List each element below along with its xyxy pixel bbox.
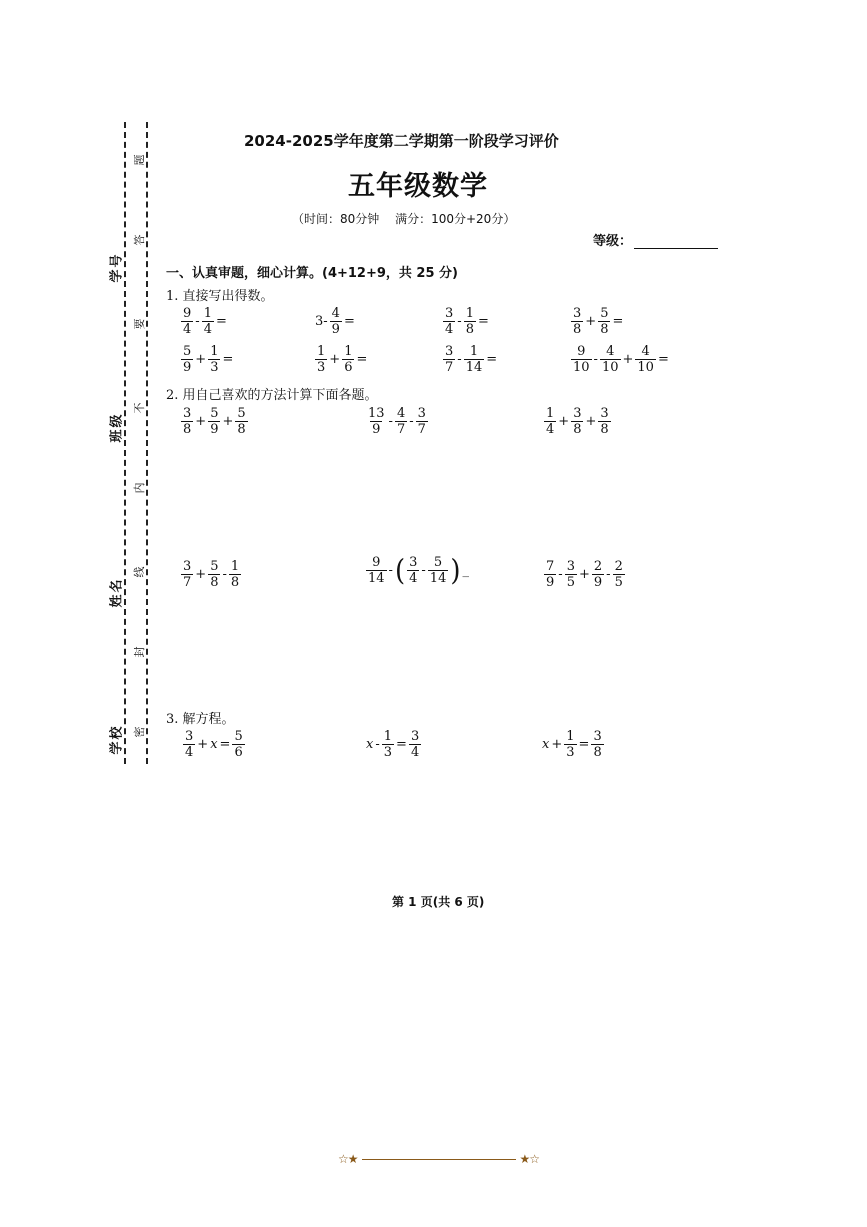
- parenthesis: (: [394, 554, 406, 587]
- denominator: 8: [600, 322, 609, 337]
- q2-label: 2. 用自己喜欢的方法计算下面各题。: [166, 388, 378, 403]
- operator: -: [457, 314, 462, 329]
- fraction: [366, 556, 387, 585]
- denominator: 3: [210, 360, 219, 375]
- operator: -: [388, 414, 393, 429]
- fraction: [428, 556, 449, 585]
- fraction: [464, 345, 485, 374]
- q1-item: [314, 307, 356, 336]
- q1-item: [570, 307, 624, 336]
- operator: =: [657, 352, 669, 367]
- fraction: [407, 556, 419, 585]
- fraction: [635, 345, 656, 374]
- fraction: [181, 345, 193, 374]
- name-label: 姓名: [109, 577, 125, 608]
- numerator: 4: [641, 344, 650, 359]
- numerator: 2: [593, 559, 603, 574]
- operator: =: [477, 314, 489, 329]
- operator: +: [585, 314, 597, 329]
- fraction: [208, 407, 220, 436]
- numerator: 3: [445, 306, 454, 321]
- denominator: 10: [601, 360, 619, 375]
- fraction: [229, 560, 241, 589]
- fraction: [342, 345, 354, 374]
- denominator: 4: [183, 322, 192, 337]
- fraction: [544, 407, 556, 436]
- operator: -: [222, 567, 227, 582]
- class-label: 班级: [109, 412, 125, 443]
- operator: -: [388, 563, 393, 578]
- numerator: 4: [396, 406, 406, 421]
- numerator: 9: [372, 555, 381, 570]
- fraction: [598, 407, 610, 436]
- numerator: 3: [573, 306, 582, 321]
- numerator: 3: [445, 344, 454, 359]
- fraction: [181, 560, 193, 589]
- denominator: 8: [230, 575, 240, 590]
- numerator: 2: [614, 559, 623, 574]
- numerator: 3: [573, 406, 582, 421]
- grade-label: 等级：: [593, 234, 633, 249]
- operator: =: [486, 352, 498, 367]
- denominator: 10: [573, 360, 590, 375]
- numerator: 3: [410, 729, 420, 744]
- operator: -: [195, 314, 200, 329]
- operator: +: [197, 737, 209, 752]
- q3-label: 3. 解方程。: [166, 712, 235, 727]
- numerator: 1: [317, 344, 326, 359]
- fraction: [565, 560, 577, 589]
- denominator: 9: [372, 422, 381, 437]
- operator: -: [409, 414, 414, 429]
- seal-char: 答: [133, 234, 146, 246]
- q2-item: [543, 407, 612, 436]
- operator: +: [329, 352, 341, 367]
- numerator: 5: [210, 406, 219, 421]
- grade-field: [593, 230, 718, 249]
- numerator: 5: [237, 406, 246, 421]
- fraction: [571, 345, 592, 374]
- denominator: 8: [237, 422, 246, 437]
- denominator: 8: [465, 322, 474, 337]
- numerator: 3: [409, 555, 418, 570]
- operator: +: [558, 414, 570, 429]
- operator: +: [551, 737, 563, 752]
- operator: +: [585, 414, 597, 429]
- denominator: 7: [417, 422, 426, 437]
- denominator: 4: [409, 571, 418, 586]
- q1-item: [570, 345, 670, 374]
- fraction: [591, 730, 603, 759]
- operator: =: [215, 314, 227, 329]
- operator: -: [421, 563, 426, 578]
- numerator: 13: [368, 406, 385, 421]
- fraction: [315, 345, 327, 374]
- denominator: 9: [210, 422, 219, 437]
- seal-char: 内: [133, 482, 146, 494]
- numerator: 3: [417, 406, 426, 421]
- fraction: [464, 307, 476, 336]
- operator: 3-: [315, 314, 328, 329]
- operator: -: [606, 567, 611, 582]
- numerator: 5: [234, 729, 243, 744]
- numerator: 9: [183, 306, 192, 321]
- operator: +: [195, 352, 207, 367]
- numerator: 3: [600, 406, 609, 421]
- numerator: 5: [210, 559, 219, 574]
- denominator: 6: [344, 360, 353, 375]
- operator: =: [396, 737, 407, 752]
- q2-item: [365, 556, 470, 585]
- operator: =: [343, 314, 355, 329]
- fraction: [613, 560, 625, 589]
- operator: +: [578, 567, 590, 582]
- seal-char: 不: [133, 402, 146, 414]
- numerator: 3: [183, 559, 192, 574]
- numerator: 5: [183, 344, 192, 359]
- operator: =: [222, 352, 234, 367]
- denominator: 9: [593, 575, 603, 590]
- page-number: 第 1 页(共 6 页): [392, 895, 485, 909]
- fraction: [235, 407, 247, 436]
- fraction: [366, 407, 387, 436]
- fraction: [409, 730, 421, 759]
- exam-subtitle: 2024-2025学年度第二学期第一阶段学习评价: [244, 132, 559, 150]
- denominator: 9: [331, 322, 340, 337]
- numerator: 3: [183, 406, 192, 421]
- denominator: 6: [234, 745, 243, 760]
- q1-item: [314, 345, 368, 374]
- denominator: 4: [410, 745, 420, 760]
- denominator: 10: [637, 360, 654, 375]
- section-1-title: 一、认真审题，细心计算。(4+12+9，共 25 分): [166, 266, 458, 281]
- denominator: 7: [445, 360, 454, 375]
- binding-dash-line-inner: [146, 122, 148, 764]
- numerator: 3: [185, 729, 194, 744]
- numerator: 5: [600, 306, 609, 321]
- denominator: 4: [203, 322, 212, 337]
- variable: x: [542, 737, 550, 752]
- exam-title: 五年级数学: [348, 171, 488, 202]
- q2-item: [365, 407, 429, 436]
- numerator: 1: [344, 344, 353, 359]
- seal-char: 线: [133, 566, 146, 578]
- denominator: 8: [183, 422, 192, 437]
- fraction: [592, 560, 604, 589]
- operator: =: [219, 737, 231, 752]
- q2-item: [180, 560, 242, 589]
- denominator: 8: [600, 422, 609, 437]
- denominator: 7: [396, 422, 406, 437]
- numerator: 5: [433, 555, 443, 570]
- fraction: [544, 560, 556, 589]
- operator: +: [195, 414, 207, 429]
- denominator: 14: [429, 571, 447, 586]
- denominator: 5: [566, 575, 575, 590]
- q1-item: [442, 345, 498, 374]
- grade-blank[interactable]: [634, 234, 718, 249]
- numerator: 1: [465, 306, 474, 321]
- school-label: 学校: [109, 724, 125, 755]
- denominator: 7: [183, 575, 192, 590]
- numerator: 1: [230, 559, 240, 574]
- numerator: 1: [546, 406, 555, 421]
- q1-label: 1. 直接写出得数。: [166, 289, 274, 304]
- denominator: 3: [383, 745, 393, 760]
- q2-item: [180, 407, 249, 436]
- numerator: 1: [203, 306, 212, 321]
- fraction: [443, 307, 455, 336]
- fraction: [416, 407, 428, 436]
- numerator: 9: [577, 344, 586, 359]
- fraction: [395, 407, 407, 436]
- fraction: [600, 345, 621, 374]
- star-icon: ★☆: [519, 1152, 540, 1166]
- q1-item: [180, 307, 228, 336]
- operator: =: [612, 314, 624, 329]
- fraction: [183, 730, 195, 759]
- operator: =: [578, 737, 590, 752]
- denominator: 14: [465, 360, 483, 375]
- denominator: 3: [317, 360, 326, 375]
- operator: +: [195, 567, 207, 582]
- denominator: 8: [593, 745, 602, 760]
- operator: -: [593, 352, 598, 367]
- operator: =: [356, 352, 368, 367]
- q3-item: [541, 730, 605, 759]
- star-icon: ☆★: [338, 1152, 358, 1166]
- seal-char: 封: [133, 646, 146, 658]
- parenthesis: ): [450, 554, 461, 587]
- denominator: 8: [573, 422, 582, 437]
- fraction: [202, 307, 214, 336]
- operator: -: [558, 567, 563, 582]
- seal-char: 要: [133, 318, 146, 330]
- footer-rule: [362, 1159, 516, 1160]
- seal-char: 题: [133, 154, 146, 166]
- numerator: 3: [566, 559, 575, 574]
- variable: x: [366, 737, 374, 752]
- fraction: [181, 307, 193, 336]
- fraction: [232, 730, 244, 759]
- fraction: [330, 307, 342, 336]
- numerator: 4: [331, 306, 340, 321]
- operator: -: [375, 737, 380, 752]
- q1-item: [442, 307, 490, 336]
- q1-item: [180, 345, 234, 374]
- operator: _: [462, 563, 469, 578]
- denominator: 3: [566, 745, 575, 760]
- fraction: [208, 560, 220, 589]
- fraction: [598, 307, 610, 336]
- q2-item: [543, 560, 626, 589]
- numerator: 1: [566, 729, 575, 744]
- denominator: 9: [546, 575, 555, 590]
- fraction: [571, 307, 583, 336]
- fraction: [571, 407, 583, 436]
- denominator: 9: [183, 360, 192, 375]
- footer-decoration: [338, 1152, 539, 1166]
- denominator: 4: [185, 745, 194, 760]
- denominator: 14: [368, 571, 385, 586]
- fraction: [382, 730, 394, 759]
- q3-item: [365, 730, 422, 759]
- numerator: 4: [606, 344, 615, 359]
- operator: +: [622, 352, 634, 367]
- denominator: 8: [573, 322, 582, 337]
- fraction: [181, 407, 193, 436]
- denominator: 4: [445, 322, 454, 337]
- fraction: [208, 345, 220, 374]
- seal-char: 密: [133, 726, 146, 738]
- denominator: 8: [210, 575, 219, 590]
- numerator: 1: [383, 729, 393, 744]
- numerator: 1: [210, 344, 219, 359]
- student-id-label: 学号: [109, 252, 125, 283]
- operator: -: [457, 352, 462, 367]
- denominator: 5: [614, 575, 623, 590]
- numerator: 3: [593, 729, 602, 744]
- exam-info: （时间：80分钟 满分：100分+20分）: [292, 212, 516, 226]
- numerator: 1: [469, 344, 479, 359]
- fraction: [443, 345, 455, 374]
- variable: x: [210, 737, 218, 752]
- denominator: 4: [546, 422, 555, 437]
- operator: +: [222, 414, 234, 429]
- q3-item: [182, 730, 246, 759]
- fraction: [564, 730, 576, 759]
- numerator: 7: [546, 559, 555, 574]
